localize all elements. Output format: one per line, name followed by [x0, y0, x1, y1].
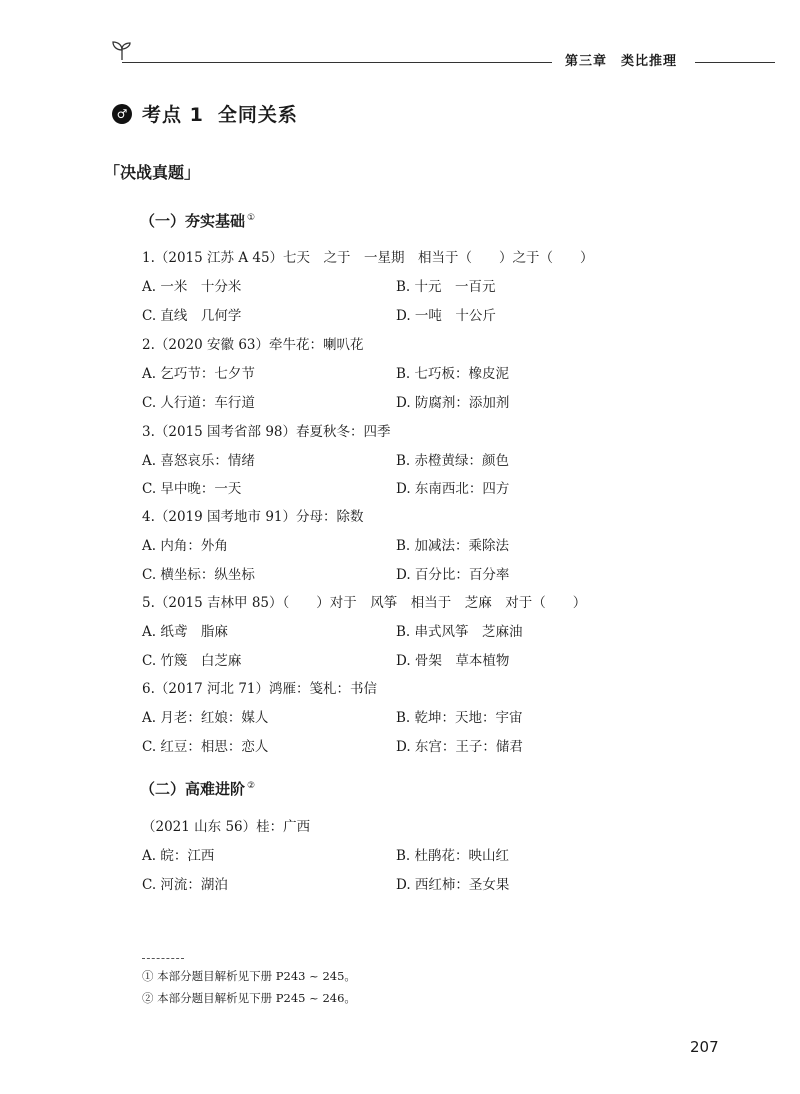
sprout-icon: [110, 38, 134, 62]
option: D. 百分比：百分率: [396, 567, 510, 583]
option: D. 一吨 十公斤: [396, 308, 496, 324]
question-stem-5: 5.（2015 吉林甲 85）（ ）对于 风筝 相当于 芝麻 对于（ ）: [142, 595, 587, 611]
option: B. 串式风筝 芝麻油: [396, 624, 523, 640]
header-rule-left: [122, 62, 552, 63]
footnote-rule: [142, 958, 184, 960]
section-title-1: （一）夯实基础 ①: [140, 212, 256, 230]
section-label: 「决战真题」: [104, 163, 201, 182]
header-rule-right: [695, 62, 775, 63]
question-stem-6: 6.（2017 河北 71）鸿雁：笺札：书信: [142, 681, 377, 697]
option: D. 骨架 草本植物: [396, 653, 510, 669]
option: C. 直线 几何学: [142, 308, 242, 324]
option: A. 乞巧节：七夕节: [142, 366, 255, 382]
option: B. 赤橙黄绿：颜色: [396, 453, 510, 469]
option: B. 七巧板：橡皮泥: [396, 366, 510, 382]
chapter-title: 类比推理: [621, 54, 678, 69]
option: A. 一米 十分米: [142, 279, 242, 295]
footnote-1: ① 本部分题目解析见下册 P243 ~ 245。: [142, 969, 356, 983]
option: C. 红豆：相思：恋人: [142, 739, 269, 755]
footnote-2: ② 本部分题目解析见下册 P245 ~ 246。: [142, 991, 356, 1005]
kaodian-number: 考点 1: [142, 104, 204, 126]
option: C. 河流：湖泊: [142, 877, 228, 893]
option: A. 内角：外角: [142, 538, 228, 554]
option: A. 纸鸢 脂麻: [142, 624, 228, 640]
kaodian-title: [142, 100, 298, 127]
section-title-2: （二）高难进阶 ②: [140, 780, 256, 798]
option: A. 喜怒哀乐：情绪: [142, 453, 255, 469]
page-number: 207: [690, 1038, 719, 1056]
option: D. 西红柿：圣女果: [396, 877, 510, 893]
option: B. 十元 一百元: [396, 279, 496, 295]
chapter-heading: [565, 50, 677, 69]
option: A. 月老：红娘：媒人: [142, 710, 269, 726]
option: C. 人行道：车行道: [142, 395, 255, 411]
option: D. 东宫：王子：储君: [396, 739, 523, 755]
option: B. 杜鹃花：映山红: [396, 848, 510, 864]
kaodian-name: 全同关系: [217, 104, 298, 126]
option: C. 早中晚：一天: [142, 481, 242, 497]
kaodian-heading: [112, 100, 298, 127]
option: D. 东南西北：四方: [396, 481, 510, 497]
option: B. 乾坤：天地：宇宙: [396, 710, 523, 726]
footnote-ref-2: ②: [247, 781, 256, 791]
kaodian-icon: ♂: [112, 104, 132, 124]
option: A. 皖：江西: [142, 848, 215, 864]
question-stem-7: （2021 山东 56）桂：广西: [142, 819, 311, 835]
footnote-ref-1: ①: [247, 213, 256, 223]
question-stem-1: 1.（2015 江苏 A 45）七天 之于 一星期 相当于（ ）之于（ ）: [142, 250, 594, 266]
page-header: [0, 0, 800, 80]
chapter-number: 第三章: [565, 54, 608, 69]
question-stem-3: 3.（2015 国考省部 98）春夏秋冬：四季: [142, 424, 391, 440]
question-stem-2: 2.（2020 安徽 63）牵牛花：喇叭花: [142, 337, 364, 353]
option: C. 竹篾 白芝麻: [142, 653, 242, 669]
option: D. 防腐剂：添加剂: [396, 395, 510, 411]
option: B. 加减法：乘除法: [396, 538, 510, 554]
option: C. 横坐标：纵坐标: [142, 567, 255, 583]
question-stem-4: 4.（2019 国考地市 91）分母：除数: [142, 509, 364, 525]
